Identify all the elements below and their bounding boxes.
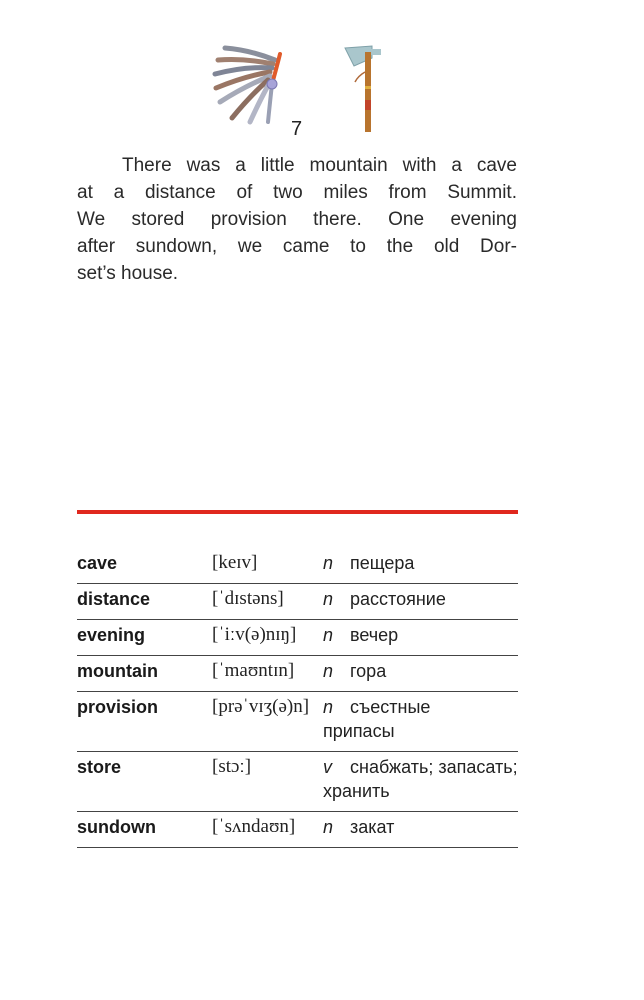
part-of-speech: n bbox=[323, 661, 334, 681]
word: sundown bbox=[77, 817, 156, 837]
translation: пещера bbox=[350, 553, 415, 573]
table-row bbox=[77, 584, 518, 620]
word: mountain bbox=[77, 661, 158, 681]
paragraph-line: at a distance of two miles from Summit. bbox=[77, 182, 517, 203]
section-divider bbox=[77, 510, 518, 514]
transcription: [ˈiːv(ə)nɪŋ] bbox=[212, 624, 297, 645]
paragraph-line: after sundown, we came to the old Dor- bbox=[77, 236, 517, 257]
paragraph-line: set’s house. bbox=[77, 263, 179, 284]
part-of-speech: n bbox=[323, 553, 334, 573]
transcription: [keɪv] bbox=[212, 552, 258, 573]
page-header bbox=[0, 40, 644, 140]
translation: расстояние bbox=[350, 589, 446, 609]
part-of-speech: n bbox=[323, 817, 334, 837]
translation: гора bbox=[350, 661, 387, 681]
paragraph-line: We stored provision there. One evening bbox=[77, 209, 517, 230]
transcription: [ˈsʌndaʊn] bbox=[212, 816, 296, 837]
part-of-speech: v bbox=[323, 757, 332, 777]
table-row bbox=[77, 752, 518, 812]
transcription: [prəˈvɪʒ(ə)n] bbox=[212, 696, 310, 717]
transcription: [stɔː] bbox=[212, 756, 252, 777]
transcription: [ˈmaʊntɪn] bbox=[212, 660, 295, 681]
table-row bbox=[77, 812, 518, 848]
word: store bbox=[77, 757, 122, 777]
tomahawk-icon bbox=[340, 42, 390, 134]
table-row bbox=[77, 656, 518, 692]
table-row bbox=[77, 620, 518, 656]
word: cave bbox=[77, 553, 118, 573]
table-row bbox=[77, 692, 518, 752]
translation: вечер bbox=[350, 625, 399, 645]
vocabulary-table bbox=[77, 548, 518, 848]
part-of-speech: n bbox=[323, 625, 334, 645]
word: evening bbox=[77, 625, 146, 645]
part-of-speech: n bbox=[323, 589, 334, 609]
translation: съестные припасы bbox=[323, 697, 431, 741]
translation: закат bbox=[350, 817, 395, 837]
word: distance bbox=[77, 589, 151, 609]
paragraph-line: There was a little mountain with a cave bbox=[122, 155, 517, 176]
translation: снабжать; запасать; хранить bbox=[323, 757, 518, 801]
transcription: [ˈdɪstəns] bbox=[212, 588, 284, 609]
feather-headdress-icon bbox=[210, 40, 285, 125]
story-paragraph bbox=[77, 152, 517, 287]
page-number: 7 bbox=[291, 118, 303, 140]
table-row bbox=[77, 548, 518, 584]
word: provision bbox=[77, 697, 159, 717]
part-of-speech: n bbox=[323, 697, 334, 717]
